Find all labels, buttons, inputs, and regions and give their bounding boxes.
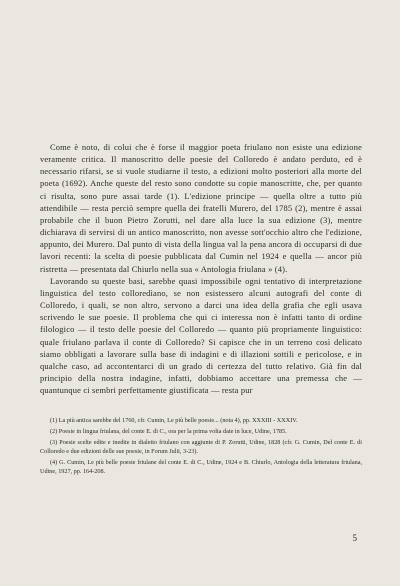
footnote-1: (1) La più antica sarebbe del 1760, cfr. Cumin, Le più belle poesie... (nota 4), pp. XXXIII - XXXIV. (50, 417, 298, 424)
footnote-2: (2) Poesie in lingua friulana, del conte E. di C., ora per la prima volta date in luce, Udine, 1785. (50, 427, 287, 435)
footnote-4: (4) G. Cumin, Le più belle poesie friulane del conte E. di C., Udine, 1924 e B. Chiurlo, Antologia della letteratura friulana, Udine, 1927, pp. 164-208. (40, 458, 362, 475)
paragraph-1: Come è noto, di colui che è forse il maggior poeta friulano non esiste una edizione veramente critica. Il manoscritto delle poesie del Colloredo è andato perduto, ed è necessario rifarsi, se si vuole studiarne il testo, a edizioni molto posteriori alla morte del poeta (1692). Anche queste del resto sono condotte su copie manoscritte, che, per quanto ci risulta, sono pure assai tarde (1). L'edizione principe — quella oltre a tutto più attendibile — resta perciò sempre quella dei fratelli Murero, del 1785 (2), mentre è assai probabile che il buon Pietro Zorutti, nel dare alla luce la sua edizione (3), mentre dichiarava di servirsi di un antico manoscritto, non avesse sott'occhio altro che l'edizione, appunto, dei Murero. Dal punto di vista della lingua val la pena ancora di occuparsi di due lavori recenti: la scelta di poesie pubblicata dal Cumin nel 1924 e quella — ancor più ristretta — presentata dal Chiurlo nella sua « Antologia friulana » (4). (40, 142, 362, 274)
main-text (40, 141, 362, 396)
paragraph-2: Lavorando su queste basi, sarebbe quasi impossibile ogni tentativo di interpretazione linguistica del testo colloredìano, se non esistessero alcuni autografi del conte di Colloredo, i quali, se non altro, servono a darci una idea della grafia che egli usava scrivendo le sue poesie. Il problema che qui ci interessa non è infatti tanto di ordine filologico — il testo delle poesie del Colloredo — quanto più propriamente linguistico: quale friulano parlava il conte di Colloredo? Si capisce che in un terreno così delicato siamo obbligati a lavorare sulla base di indagini e di illazioni sottili e pericolose, e in qualche caso, ad accontentarci di un grado di certezza del tutto relativo. Già fin dal principio della nostra indagine, infatti, dobbiamo accettare una premessa che — quantunque ci sembri perfettamente giustificata — resta pur (40, 275, 362, 396)
footnotes (40, 416, 362, 478)
page-number: 5 (352, 533, 357, 543)
footnote-3: (3) Poesie scelte edite e inedite in dialetto friulano con aggiunte di P. Zorutti, Udine, 1828 (cfr. G. Cumin, Del conte E. di Colloredo e due edizioni delle sue poesie, in Forum Julii, 3-23). (40, 438, 362, 455)
